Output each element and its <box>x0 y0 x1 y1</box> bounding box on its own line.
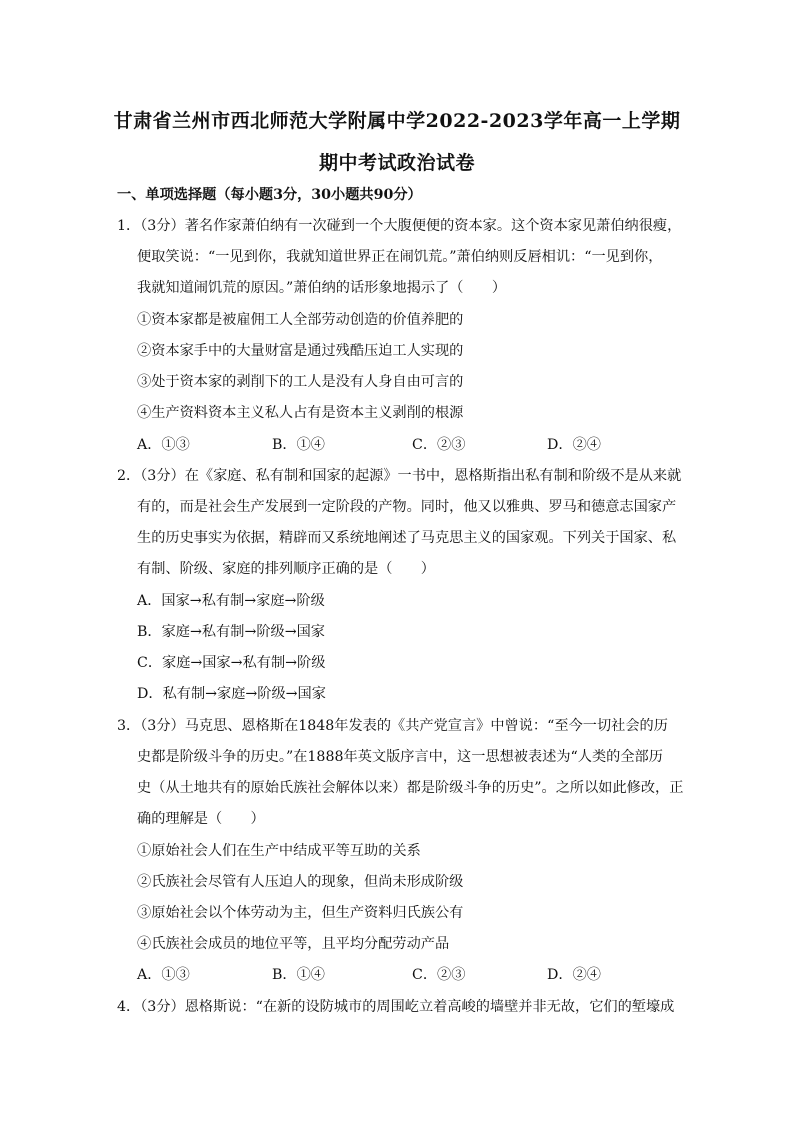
question-stem-line: 史都是阶级斗争的历史。”在1888年英文版序言中，这一思想被表述为“人类的全部历 <box>137 749 663 765</box>
question-stem-line: 生的历史事实为依据，精辟而又系统地阐述了马克思主义的国家观。下列关于国家、私 <box>137 530 677 546</box>
statement-4: ④生产资料资本主义私人占有是资本主义剥削的根源 <box>137 405 464 421</box>
statement-1: ①资本家都是被雇佣工人全部劳动创造的价值养肥的 <box>137 312 464 328</box>
option-b[interactable]: B．①④ <box>272 437 325 453</box>
option-c[interactable]: C．②③ <box>412 437 466 453</box>
question-stem-line: 3．（3分）马克思、恩格斯在1848年发表的《共产党宣言》中曾说：“至今一切社会的历 <box>117 718 668 734</box>
question-stem-line: 我就知道闹饥荒的原因。”萧伯纳的话形象地揭示了（ ） <box>137 280 507 296</box>
statement-1: ①原始社会人们在生产中结成平等互助的关系 <box>137 843 421 859</box>
option-a[interactable]: A．①③ <box>137 967 190 983</box>
question-stem-line: 确的理解是（ ） <box>137 811 265 827</box>
question-stem-line: 有的，而是社会生产发展到一定阶段的产物。同时，他又以雅典、罗马和德意志国家产 <box>137 499 677 515</box>
statement-4: ④氏族社会成员的地位平等，且平均分配劳动产品 <box>137 936 450 952</box>
option-d[interactable]: D．私有制→家庭→阶级→国家 <box>137 686 326 702</box>
document-title-line-2: 期中考试政治试卷 <box>318 152 475 174</box>
question-stem-line: 4．（3分）恩格斯说：“在新的设防城市的周围屹立着高峻的墙壁并非无故，它们的堑壕成 <box>117 999 675 1015</box>
question-stem-line: 1．（3分）著名作家萧伯纳有一次碰到一个大腹便便的资本家。这个资本家见萧伯纳很瘦， <box>117 218 682 234</box>
option-d[interactable]: D．②④ <box>547 967 601 983</box>
document-title-line-1: 甘肃省兰州市西北师范大学附属中学2022-2023学年高一上学期 <box>113 110 681 132</box>
option-a[interactable]: A．国家→私有制→家庭→阶级 <box>137 593 325 609</box>
section-heading: 一、单项选择题（每小题3分，30小题共90分） <box>117 187 422 203</box>
statement-3: ③原始社会以个体劳动为主，但生产资料归氏族公有 <box>137 905 464 921</box>
statement-3: ③处于资本家的剥削下的工人是没有人身自由可言的 <box>137 374 464 390</box>
statement-2: ②资本家手中的大量财富是通过残酷压迫工人实现的 <box>137 343 464 359</box>
option-a[interactable]: A．①③ <box>137 437 190 453</box>
question-stem-line: 史（从土地共有的原始氏族社会解体以来）都是阶级斗争的历史”。之所以如此修改，正 <box>137 780 684 796</box>
option-c[interactable]: C．②③ <box>412 967 466 983</box>
option-b[interactable]: B．①④ <box>272 967 325 983</box>
option-b[interactable]: B．家庭→私有制→阶级→国家 <box>137 624 325 640</box>
question-stem-line: 便取笑说：“一见到你，我就知道世界正在闹饥荒。”萧伯纳则反唇相讥：“一见到你， <box>137 249 663 265</box>
question-stem-line: 2．（3分）在《家庭、私有制和国家的起源》一书中，恩格斯指出私有制和阶级不是从来就 <box>117 468 682 484</box>
question-stem-line: 有制、阶级、家庭的排列顺序正确的是（ ） <box>137 561 435 577</box>
option-c[interactable]: C．家庭→国家→私有制→阶级 <box>137 655 326 671</box>
option-d[interactable]: D．②④ <box>547 437 601 453</box>
statement-2: ②氏族社会尽管有人压迫人的现象，但尚未形成阶级 <box>137 874 464 890</box>
